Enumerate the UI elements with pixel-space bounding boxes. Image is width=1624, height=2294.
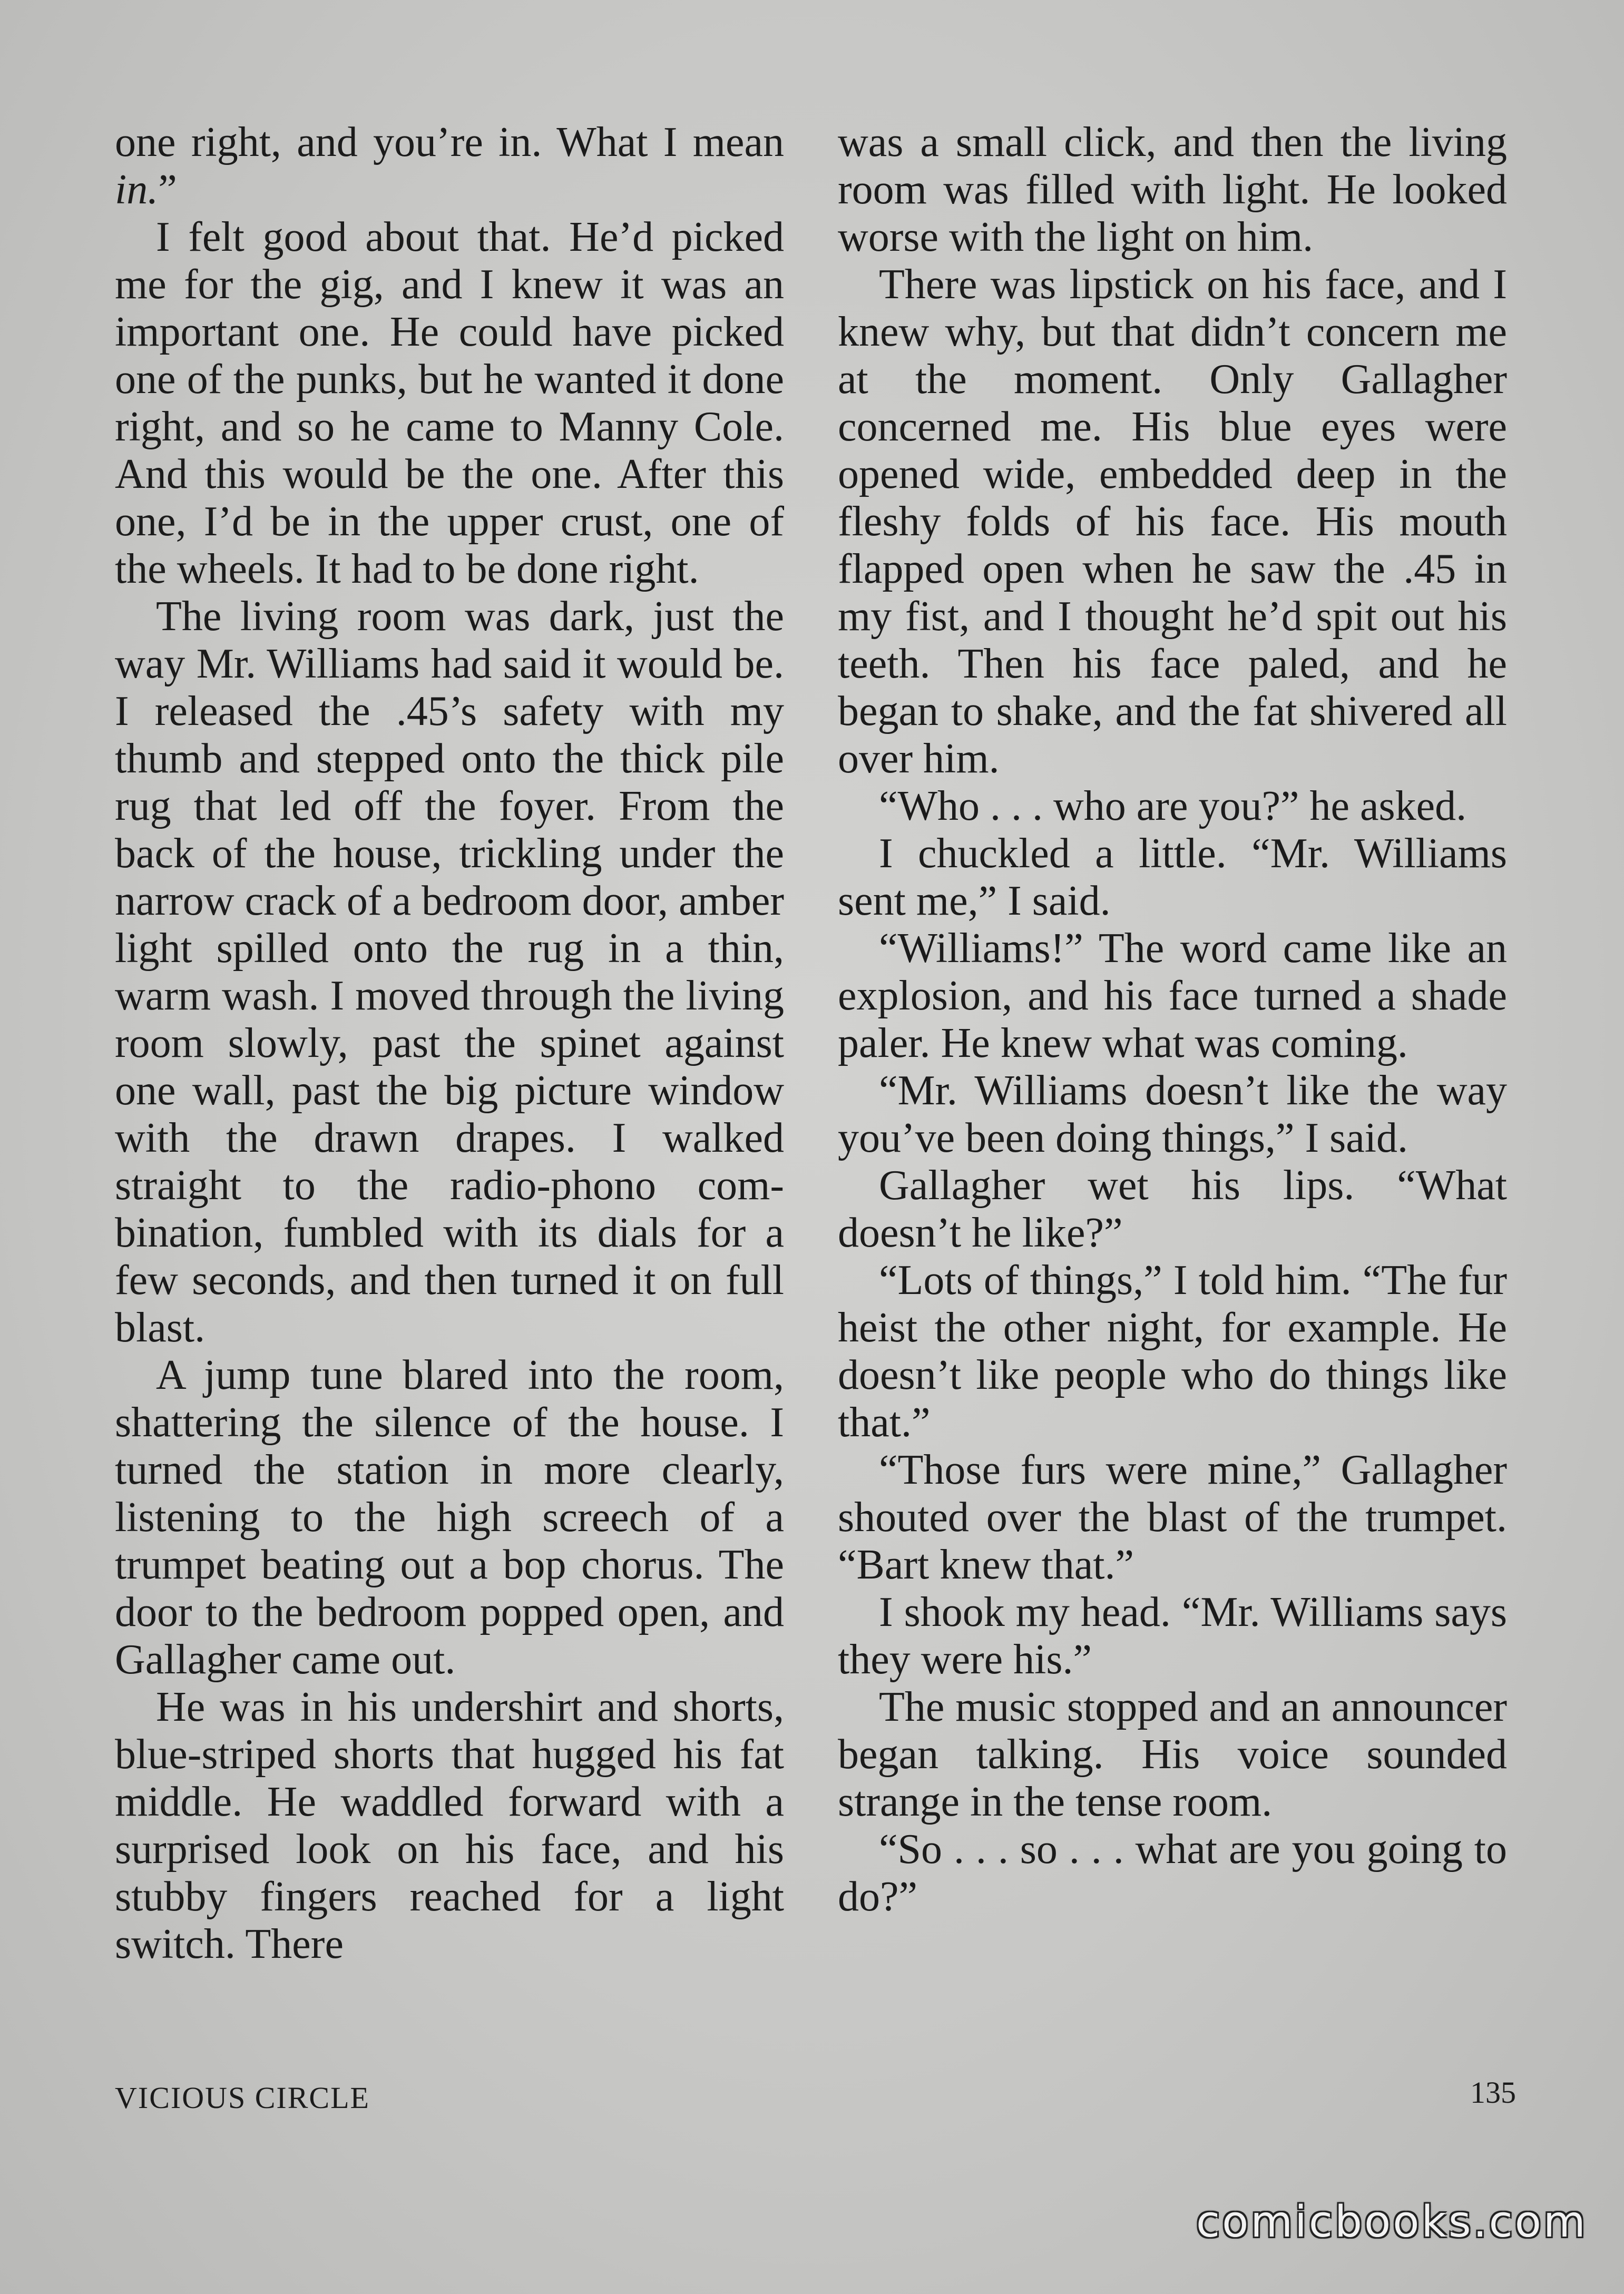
paragraph: I chuckled a little. “Mr. Williams sent me,” I said. bbox=[838, 830, 1507, 924]
paragraph-text: ” bbox=[158, 166, 177, 213]
site-watermark: comicbooks.com bbox=[1196, 2197, 1588, 2247]
paragraph: “So . . . so . . . what are you going to do?” bbox=[838, 1826, 1507, 1920]
paragraph: “Lots of things,” I told him. “The fur heist the other night, for example. He doesn’t like people who do things like that.” bbox=[838, 1257, 1507, 1446]
paragraph: There was lipstick on his face, and I knew why, but that didn’t concern me at the moment. Only Gallagher concerned me. His blue eyes were opened wide, embedded deep in the fleshy folds of his face. His mouth flapped open when he saw the .45 in my fist, and I thought he’d spit out his teeth. Then his face paled, and he began to shake, and the fat shivered all over him. bbox=[838, 261, 1507, 782]
page-number: 135 bbox=[1470, 2075, 1516, 2110]
left-text-column bbox=[115, 119, 784, 1968]
paragraph: He was in his undershirt and shorts, blue-striped shorts that hugged his fat middle. He waddled forward with a surprised look on his face, and his stubby fingers reached for a light switch. There bbox=[115, 1684, 784, 1967]
paragraph: I shook my head. “Mr. Williams says they were his.” bbox=[838, 1589, 1507, 1683]
paragraph: I felt good about that. He’d picked me for the gig, and I knew it was an important one. He could have picked one of the punks, but he wanted it done right, and so he came to Manny Cole. And this would be the one. After this one, I’d be in the upper crust, one of the wheels. It had to be done right. bbox=[115, 214, 784, 592]
right-text-column bbox=[838, 119, 1507, 1920]
paragraph-text: one right, and you’re in. What I mean bbox=[115, 119, 784, 165]
paragraph: Gallagher wet his lips. “What doesn’t he like?” bbox=[838, 1162, 1507, 1256]
paragraph: “Those furs were mine,” Gallagher shouted over the blast of the trumpet. “Bart knew that.” bbox=[838, 1447, 1507, 1588]
paragraph: A jump tune blared into the room, shattering the silence of the house. I turned the station in more clearly, listening to the high screech of a trumpet beating out a bop chorus. The door to the bedroom popped open, and Gallagher came out. bbox=[115, 1352, 784, 1683]
paragraph: “Williams!” The word came like an explosion, and his face turned a shade paler. He knew what was coming. bbox=[838, 925, 1507, 1066]
paragraph bbox=[115, 119, 784, 213]
paragraph: The music stopped and an announcer began talking. His voice sounded strange in the tense room. bbox=[838, 1684, 1507, 1825]
paragraph: “Who . . . who are you?” he asked. bbox=[879, 783, 1467, 829]
paragraph: was a small click, and then the living room was filled with light. He looked worse with the light on him. bbox=[838, 119, 1507, 260]
running-footer-title: VICIOUS CIRCLE bbox=[115, 2081, 370, 2115]
paragraph: “Mr. Williams doesn’t like the way you’ve been doing things,” I said. bbox=[838, 1067, 1507, 1161]
paragraph: The living room was dark, just the way Mr. Williams had said it would be. I released the .45’s safety with my thumb and stepped onto the thick pile rug that led off the foyer. From the back of the house, trickling under the narrow crack of a bedroom door, amber light spilled onto the rug in a thin, warm wash. I moved through the living room slowly, past the spinet against one wall, past the big picture window with the drawn drapes. I walked straight to the radio-phono combination, fumbled with its dials for a few seconds, and then turned it on full blast. bbox=[115, 593, 784, 1351]
emphasis-text: in. bbox=[115, 166, 159, 213]
